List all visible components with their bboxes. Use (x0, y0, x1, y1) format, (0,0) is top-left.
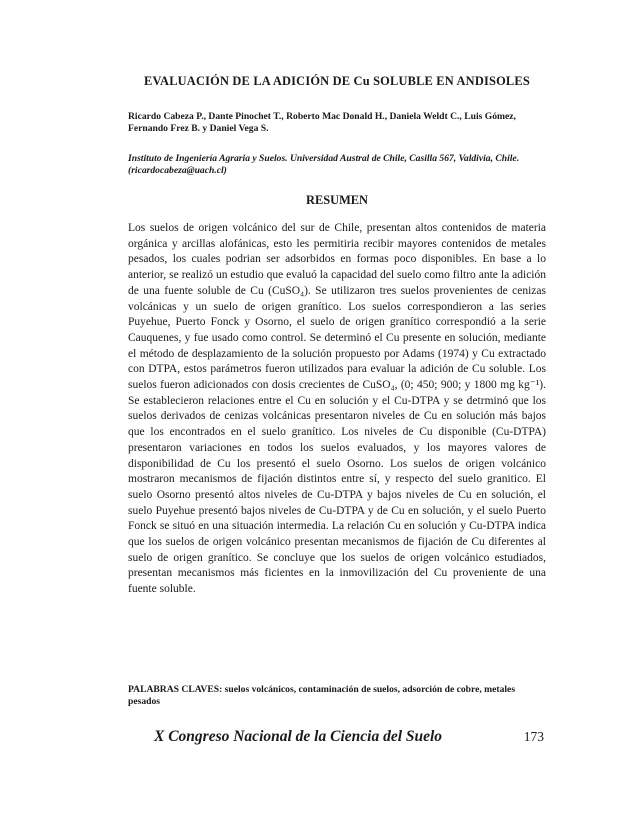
page-title: EVALUACIÓN DE LA ADICIÓN DE Cu SOLUBLE EN ANDISOLES (144, 74, 530, 88)
keywords-line: PALABRAS CLAVES: suelos volcánicos, contaminación de suelos, adsorción de cobre, metales pesados (128, 684, 516, 707)
abstract-heading: RESUMEN (306, 193, 368, 207)
abstract-text: Los suelos de origen volcánico del sur de Chile, presentan altos contenidos de materia orgánica y arcillas alofánicas, esto les permitiria recibir mayores contenidos de metales pesados, los cuales podrian ser adsorbidos en formas poco disponibles. En base a lo anterior, se realizó un estudio que evaluó la capacidad del suelo como filtro ante la adición de una fuente soluble de Cu (CuSO₄). Se utilizaron tres suelos provenientes de cenizas volcánicas y un suelo de origen granítico. Los suelos correspondieron a las series Puyehue, Puerto Fonck y Osorno, el suelo de origen granítico correspondió a la serie Cauquenes, y fue usado como control. Se determinó el Cu presente en solución, mediante el método de desplazamiento de la solución propuesto por Adams (1974) y Cu extractado con DTPA, estos parámetros fueron utilizados para evaluar la adición de Cu soluble. Los suelos fueron adicionados con dosis crecientes de CuSO₄, (0; 450; 900; y 1800 mg kg⁻¹). Se establecieron relaciones entre el Cu en solución y el Cu-DTPA y se detrminó que los suelos derivados de cenizas volcánicas presentaron niveles de Cu en solución más bajos que los encontrados en el suelo granítico. Los niveles de Cu disponible (Cu-DTPA) presentaron variaciones en todos los suelos evaluados, y los mayores valores de disponibilidad de Cu los presentó el suelo Osorno. Los suelos de origen volcánico mostraron mecanismos de fijación distintos entre sí, y respecto del suelo granitico. El suelo Osorno presentó altos niveles de Cu-DTPA y bajos niveles de Cu en solución, el suelo Puyehue presentó bajos niveles de Cu-DTPA y de Cu en solución, y el suelo Puerto Fonck se situó en una situación intermedia. La relación Cu en solución y Cu-DTPA indica que los suelos de origen volcánico presentan mecanismos de fijación de Cu diferentes al suelo de origen granítico. Se concluye que los suelos de origen volcánico estudiados, presentan mecanismos más ficientes en la inmovilización del Cu proveniente de una fuente soluble. (128, 222, 546, 596)
affiliation-line: Instituto de Ingeniería Agraria y Suelos. Universidad Austral de Chile, Casilla 567, Valdivia, Chile. (ricardocabeza@uach.cl) (128, 153, 520, 176)
paper-content (128, 0, 546, 598)
footer-page-number: 173 (523, 729, 544, 744)
page-footer (128, 728, 546, 746)
authors-line: Ricardo Cabeza P., Dante Pinochet T., Roberto Mac Donald H., Daniela Weldt C., Luis Gómez, Fernando Frez B. y Daniel Vega S. (128, 111, 516, 134)
footer-conference-title: X Congreso Nacional de la Ciencia del Suelo (154, 728, 443, 745)
